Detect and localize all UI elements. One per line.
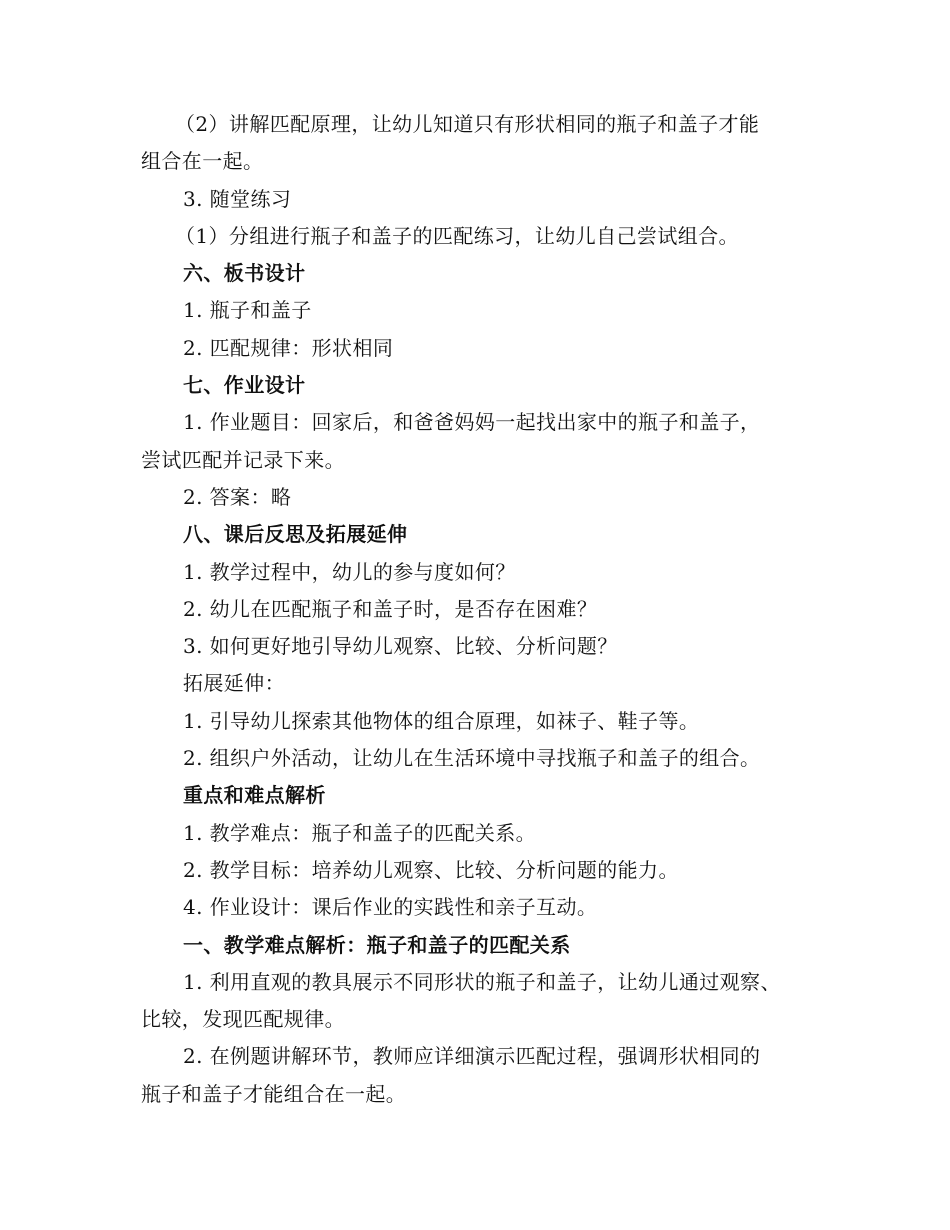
paragraph-line: 尝试匹配并记录下来。 xyxy=(141,447,345,472)
section-heading: 八、课后反思及拓展延伸 xyxy=(183,522,408,547)
paragraph-line: 组合在一起。 xyxy=(141,149,264,174)
section-heading: 六、板书设计 xyxy=(183,261,306,286)
paragraph-line: 拓展延伸： xyxy=(183,671,285,696)
list-item: 1. 引导幼儿探索其他物体的组合原理，如袜子、鞋子等。 xyxy=(183,708,700,733)
list-item: 2. 教学目标：培养幼儿观察、比较、分析问题的能力。 xyxy=(183,857,679,882)
list-item: 3. 随堂练习 xyxy=(183,186,292,211)
list-item: 3. 如何更好地引导幼儿观察、比较、分析问题？ xyxy=(183,634,618,659)
section-heading: 一、教学难点解析：瓶子和盖子的匹配关系 xyxy=(183,932,571,957)
list-item: 1. 作业题目：回家后，和爸爸妈妈一起找出家中的瓶子和盖子， xyxy=(183,410,761,435)
paragraph-line: （2）讲解匹配原理，让幼儿知道只有形状相同的瓶子和盖子才能 xyxy=(175,112,760,136)
list-item: 1. 教学过程中，幼儿的参与度如何？ xyxy=(183,559,516,584)
list-item: 2. 答案：略 xyxy=(183,484,292,509)
paragraph-line: 比较，发现匹配规律。 xyxy=(141,1007,345,1032)
list-item: 2. 组织户外活动，让幼儿在生活环境中寻找瓶子和盖子的组合。 xyxy=(183,746,761,771)
list-item: 2. 幼儿在匹配瓶子和盖子时，是否存在困难？ xyxy=(183,596,598,621)
list-item: 4. 作业设计：课后作业的实践性和亲子互动。 xyxy=(183,895,598,920)
list-item: 2. 匹配规律：形状相同 xyxy=(183,335,394,360)
section-heading: 七、作业设计 xyxy=(183,373,306,398)
list-item: 1. 教学难点：瓶子和盖子的匹配关系。 xyxy=(183,820,537,845)
section-heading: 重点和难点解析 xyxy=(183,783,326,808)
list-item: 2. 在例题讲解环节，教师应详细演示匹配过程，强调形状相同的 xyxy=(183,1044,761,1069)
document-page xyxy=(141,106,821,1113)
list-item: （1）分组进行瓶子和盖子的匹配练习，让幼儿自己尝试组合。 xyxy=(175,223,739,248)
list-item: 1. 利用直观的教具展示不同形状的瓶子和盖子，让幼儿通过观察、 xyxy=(183,969,781,994)
paragraph-line: 瓶子和盖子才能组合在一起。 xyxy=(141,1081,407,1106)
list-item: 1. 瓶子和盖子 xyxy=(183,298,312,323)
